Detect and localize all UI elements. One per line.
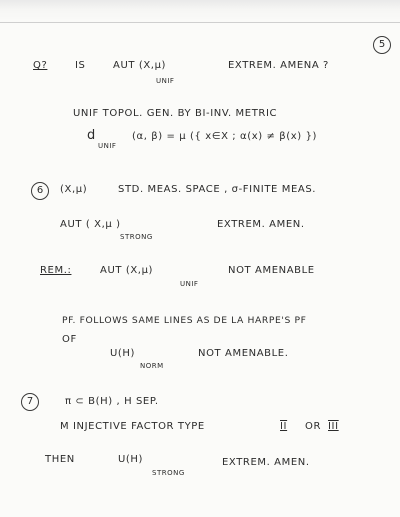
question-sub-unif: UNIF: [156, 77, 175, 85]
metric-d-sub: UNIF: [98, 142, 117, 150]
metric-d: d: [87, 128, 96, 143]
item-7-line1: π ⊂ B(H) , H SEP.: [65, 396, 159, 407]
item-7-line2: M INJECTIVE FACTOR TYPE: [60, 421, 205, 432]
remark-sub-norm: NORM: [140, 362, 164, 370]
item-6-desc: STD. MEAS. SPACE , σ-FINITE MEAS.: [118, 184, 317, 195]
item-7-or: OR: [305, 421, 322, 432]
question-prefix: Q?: [33, 60, 48, 71]
question-is: IS: [75, 60, 86, 71]
remark-label: REM.:: [40, 265, 72, 276]
item-6-space: (X,μ): [60, 184, 88, 195]
metric-formula: (α, β) = μ ({ x∈X ; α(x) ≠ β(x) }): [132, 131, 318, 142]
scan-fold-line: [0, 22, 400, 23]
remark-u-rest: NOT AMENABLE.: [198, 348, 289, 359]
item-7-sub-strong: STRONG: [152, 469, 185, 477]
item-7-number: 7: [21, 393, 39, 411]
question-aut: AUT (X,μ): [113, 60, 167, 71]
page-number: 5: [373, 36, 391, 54]
unif-topology-line: UNIF TOPOL. GEN. BY BI-INV. METRIC: [73, 108, 278, 119]
remark-pf-line: PF. FOLLOWS SAME LINES AS DE LA HARPE'S PF: [62, 315, 307, 326]
remark-aut: AUT (X,μ): [100, 265, 154, 276]
remark-rest: NOT AMENABLE: [228, 265, 315, 276]
item-6-rest: EXTREM. AMEN.: [217, 219, 305, 230]
item-6-aut: AUT ( X,μ ): [60, 219, 121, 230]
item-7-then: THEN: [45, 454, 75, 465]
question-rest: EXTREM. AMENA ?: [228, 60, 329, 71]
item-7-type3: III: [328, 421, 339, 432]
remark-sub-unif: UNIF: [180, 280, 199, 288]
item-7-u: U(H): [118, 454, 144, 465]
item-7-rest: EXTREM. AMEN.: [222, 457, 310, 468]
item-6-number: 6: [31, 182, 49, 200]
item-6-sub-strong: STRONG: [120, 233, 153, 241]
remark-u: U(H): [110, 348, 136, 359]
scan-top-edge: [0, 0, 400, 24]
item-7-type2: II: [280, 421, 288, 432]
remark-of: OF: [62, 334, 77, 345]
